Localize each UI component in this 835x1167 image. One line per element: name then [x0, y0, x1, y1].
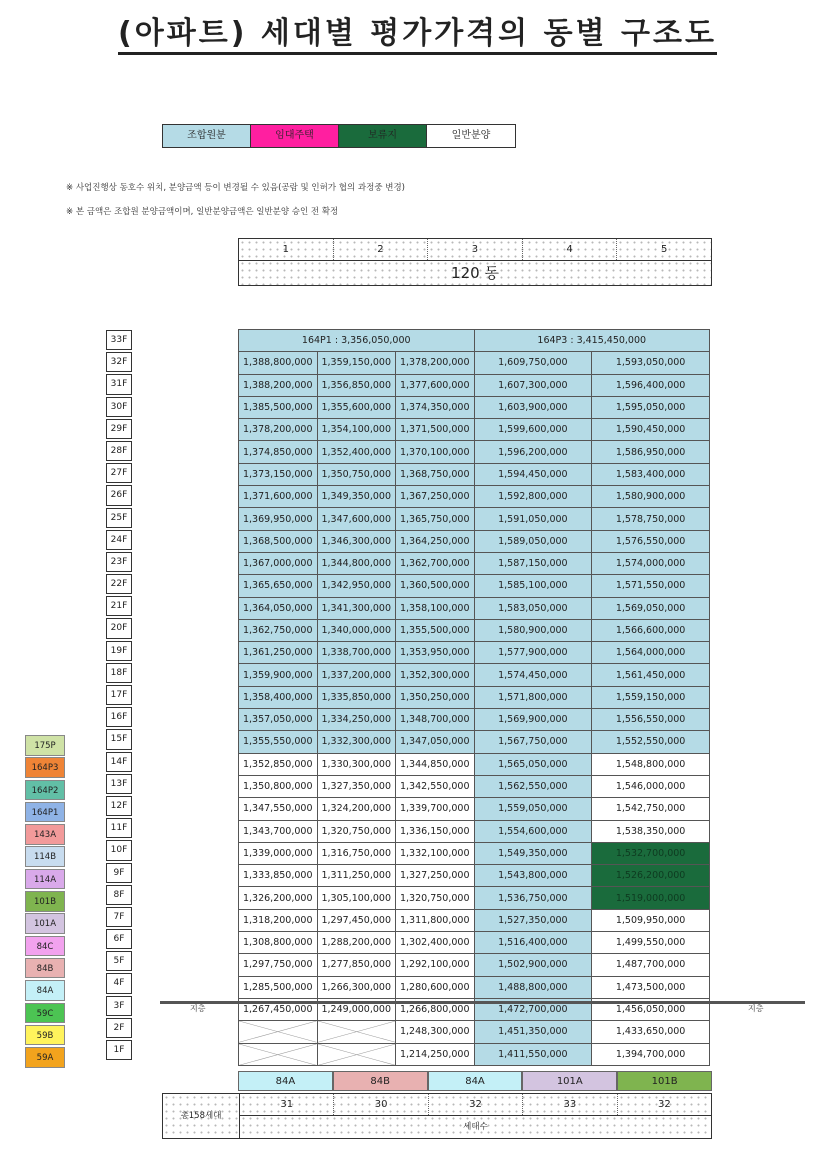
- type-legend-item: 143A: [25, 824, 65, 845]
- price-cell: 1,548,800,000: [592, 753, 710, 775]
- legend-reserved: 보류지: [339, 125, 427, 147]
- price-cell: 1,526,200,000: [592, 865, 710, 887]
- price-cell: 1,388,200,000: [239, 374, 318, 396]
- price-cell: 1,338,700,000: [317, 642, 396, 664]
- ground-line: [160, 1001, 805, 1004]
- floor-label: 8F: [106, 885, 132, 905]
- floor-label: 16F: [106, 707, 132, 727]
- empty-cell: [239, 1043, 318, 1065]
- price-cell: 1,561,450,000: [592, 664, 710, 686]
- price-cell: 1,365,650,000: [239, 575, 318, 597]
- floor-row: [239, 664, 710, 686]
- price-cell: 1,364,050,000: [239, 597, 318, 619]
- price-cell: 1,358,100,000: [396, 597, 475, 619]
- price-cell: 1,330,300,000: [317, 753, 396, 775]
- price-cell: 1,580,900,000: [474, 619, 592, 641]
- floor-row: [239, 954, 710, 976]
- price-cell: 1,367,250,000: [396, 486, 475, 508]
- price-cell: 1,583,050,000: [474, 597, 592, 619]
- household-count: 32: [657, 1099, 671, 1110]
- price-cell: 1,516,400,000: [474, 932, 592, 954]
- price-cell: 1,341,300,000: [317, 597, 396, 619]
- price-cell: 1,311,250,000: [317, 865, 396, 887]
- empty-cell: [317, 1021, 396, 1043]
- floor-label: 32F: [106, 352, 132, 372]
- price-cell: 1,578,750,000: [592, 508, 710, 530]
- price-cell: 1,580,900,000: [592, 486, 710, 508]
- price-cell: 1,583,400,000: [592, 463, 710, 485]
- price-cell: 1,594,450,000: [474, 463, 592, 485]
- price-cell: 1,214,250,000: [396, 1043, 475, 1065]
- type-legend-item: 59A: [25, 1047, 65, 1068]
- price-cell: 1,378,200,000: [239, 419, 318, 441]
- floor-row: [239, 709, 710, 731]
- penthouse-164p3: 164P3 : 3,415,450,000: [474, 330, 710, 352]
- price-cell: 1,385,500,000: [239, 396, 318, 418]
- building-name: 120 동: [239, 260, 711, 285]
- price-cell: 1,592,800,000: [474, 486, 592, 508]
- price-cell: 1,285,500,000: [239, 976, 318, 998]
- price-cell: 1,344,850,000: [396, 753, 475, 775]
- floor-label: 15F: [106, 729, 132, 749]
- floor-label: 1F: [106, 1040, 132, 1060]
- type-legend-item: 101B: [25, 891, 65, 912]
- floor-row: [239, 909, 710, 931]
- price-cell: 1,342,950,000: [317, 575, 396, 597]
- price-cell: 1,349,350,000: [317, 486, 396, 508]
- price-cell: 1,587,150,000: [474, 552, 592, 574]
- price-cell: 1,359,150,000: [317, 352, 396, 374]
- floor-label: 9F: [106, 863, 132, 883]
- price-cell: 1,569,050,000: [592, 597, 710, 619]
- price-cell: 1,388,800,000: [239, 352, 318, 374]
- price-cell: 1,347,600,000: [317, 508, 396, 530]
- unit-type-cell: 101A: [522, 1071, 617, 1091]
- price-cell: 1,564,000,000: [592, 642, 710, 664]
- floor-label: 26F: [106, 485, 132, 505]
- floor-label: 3F: [106, 996, 132, 1016]
- price-cell: 1,596,200,000: [474, 441, 592, 463]
- floor-row: [239, 775, 710, 797]
- price-cell: 1,266,300,000: [317, 976, 396, 998]
- price-cell: 1,320,750,000: [317, 820, 396, 842]
- floor-row: [239, 619, 710, 641]
- price-cell: 1,266,800,000: [396, 998, 475, 1020]
- floor-row: [239, 352, 710, 374]
- price-cell: 1,527,350,000: [474, 909, 592, 931]
- floor-row: [239, 1043, 710, 1065]
- floor-row: [239, 486, 710, 508]
- unit-type-cell: 84A: [428, 1071, 523, 1091]
- price-cell: 1,574,000,000: [592, 552, 710, 574]
- price-cell: 1,596,400,000: [592, 374, 710, 396]
- note-1: ※ 사업진행상 동호수 위치, 분양금액 등이 변경될 수 있음(공람 및 인허가 협의 과정중 변경): [66, 183, 405, 193]
- price-cell: 1,574,450,000: [474, 664, 592, 686]
- floor-label: 2F: [106, 1018, 132, 1038]
- price-cell: 1,297,750,000: [239, 954, 318, 976]
- price-cell: 1,353,950,000: [396, 642, 475, 664]
- floor-label: 28F: [106, 441, 132, 461]
- price-cell: 1,305,100,000: [317, 887, 396, 909]
- price-cell: 1,347,550,000: [239, 798, 318, 820]
- price-cell: 1,566,600,000: [592, 619, 710, 641]
- floor-label: 19F: [106, 641, 132, 661]
- price-cell: 1,344,800,000: [317, 552, 396, 574]
- floor-row: [239, 575, 710, 597]
- line-label: 1: [239, 239, 334, 260]
- price-cell: 1,586,950,000: [592, 441, 710, 463]
- price-cell: 1,546,000,000: [592, 775, 710, 797]
- price-cell: 1,373,150,000: [239, 463, 318, 485]
- price-cell: 1,509,950,000: [592, 909, 710, 931]
- floor-label: 20F: [106, 618, 132, 638]
- price-cell: 1,565,050,000: [474, 753, 592, 775]
- price-cell: 1,502,900,000: [474, 954, 592, 976]
- price-cell: 1,327,250,000: [396, 865, 475, 887]
- floor-label: 11F: [106, 818, 132, 838]
- price-cell: 1,374,850,000: [239, 441, 318, 463]
- total-households: 총158세대: [163, 1094, 240, 1138]
- price-cell: 1,350,250,000: [396, 686, 475, 708]
- price-cell: 1,374,350,000: [396, 396, 475, 418]
- floor-row: [239, 887, 710, 909]
- price-cell: 1,411,550,000: [474, 1043, 592, 1065]
- price-cell: 1,362,700,000: [396, 552, 475, 574]
- floor-row: [239, 508, 710, 530]
- line-label: 2: [334, 239, 429, 260]
- price-cell: 1,378,200,000: [396, 352, 475, 374]
- price-cell: 1,352,850,000: [239, 753, 318, 775]
- price-grid: [238, 329, 710, 1066]
- price-cell: 1,603,900,000: [474, 396, 592, 418]
- price-cell: 1,593,050,000: [592, 352, 710, 374]
- floor-label: 29F: [106, 419, 132, 439]
- unit-type-cell: 84A: [238, 1071, 333, 1091]
- price-cell: 1,577,900,000: [474, 642, 592, 664]
- price-cell: 1,536,750,000: [474, 887, 592, 909]
- type-legend-item: 175P: [25, 735, 65, 756]
- price-cell: 1,554,600,000: [474, 820, 592, 842]
- price-cell: 1,297,450,000: [317, 909, 396, 931]
- floor-label: 24F: [106, 530, 132, 550]
- price-cell: 1,335,850,000: [317, 686, 396, 708]
- floor-label: 30F: [106, 397, 132, 417]
- floor-labels: [106, 330, 132, 1062]
- price-cell: 1,559,050,000: [474, 798, 592, 820]
- floor-row: [239, 753, 710, 775]
- price-cell: 1,532,700,000: [592, 842, 710, 864]
- penthouse-row: [239, 330, 710, 352]
- price-cell: 1,433,650,000: [592, 1021, 710, 1043]
- price-cell: 1,248,300,000: [396, 1021, 475, 1043]
- price-cell: 1,552,550,000: [592, 731, 710, 753]
- household-count-table: [162, 1093, 712, 1139]
- price-cell: 1,324,200,000: [317, 798, 396, 820]
- floor-row: [239, 530, 710, 552]
- household-count: 31: [240, 1094, 334, 1115]
- price-cell: 1,288,200,000: [317, 932, 396, 954]
- floor-row: [239, 597, 710, 619]
- price-cell: 1,342,550,000: [396, 775, 475, 797]
- price-cell: 1,352,300,000: [396, 664, 475, 686]
- price-cell: 1,333,850,000: [239, 865, 318, 887]
- floor-label: 14F: [106, 752, 132, 772]
- price-cell: 1,340,000,000: [317, 619, 396, 641]
- price-cell: 1,346,300,000: [317, 530, 396, 552]
- line-label: 3: [428, 239, 523, 260]
- price-cell: 1,571,800,000: [474, 686, 592, 708]
- price-cell: 1,362,750,000: [239, 619, 318, 641]
- ground-label-right: 지층: [748, 1004, 764, 1013]
- price-cell: 1,595,050,000: [592, 396, 710, 418]
- price-cell: 1,249,000,000: [317, 998, 396, 1020]
- floor-label: 21F: [106, 596, 132, 616]
- price-cell: 1,334,250,000: [317, 709, 396, 731]
- price-cell: 1,591,050,000: [474, 508, 592, 530]
- price-cell: 1,472,700,000: [474, 998, 592, 1020]
- price-cell: 1,487,700,000: [592, 954, 710, 976]
- floor-label: 22F: [106, 574, 132, 594]
- floor-label: 25F: [106, 508, 132, 528]
- type-legend-item: 84C: [25, 936, 65, 957]
- floor-label: 18F: [106, 663, 132, 683]
- type-legend-item: 84B: [25, 958, 65, 979]
- household-count-label: 세대수: [463, 1122, 488, 1132]
- type-legend-item: 164P2: [25, 780, 65, 801]
- building-header: [238, 238, 712, 286]
- price-cell: 1,371,500,000: [396, 419, 475, 441]
- floor-label: 4F: [106, 973, 132, 993]
- price-cell: 1,590,450,000: [592, 419, 710, 441]
- price-cell: 1,599,600,000: [474, 419, 592, 441]
- price-cell: 1,394,700,000: [592, 1043, 710, 1065]
- price-cell: 1,368,500,000: [239, 530, 318, 552]
- floor-row: [239, 552, 710, 574]
- price-cell: 1,318,200,000: [239, 909, 318, 931]
- price-cell: 1,280,600,000: [396, 976, 475, 998]
- price-cell: 1,360,500,000: [396, 575, 475, 597]
- price-cell: 1,609,750,000: [474, 352, 592, 374]
- floor-label: 13F: [106, 774, 132, 794]
- household-count: 30: [334, 1094, 428, 1115]
- price-cell: 1,543,800,000: [474, 865, 592, 887]
- unit-type-legend: [25, 735, 65, 1069]
- household-count: 33: [523, 1094, 617, 1115]
- price-cell: 1,343,700,000: [239, 820, 318, 842]
- price-cell: 1,332,100,000: [396, 842, 475, 864]
- floor-row: [239, 798, 710, 820]
- price-cell: 1,569,900,000: [474, 709, 592, 731]
- price-cell: 1,347,050,000: [396, 731, 475, 753]
- floor-label: 10F: [106, 840, 132, 860]
- price-cell: 1,562,550,000: [474, 775, 592, 797]
- price-cell: 1,308,800,000: [239, 932, 318, 954]
- price-cell: 1,356,850,000: [317, 374, 396, 396]
- price-cell: 1,538,350,000: [592, 820, 710, 842]
- price-cell: 1,499,550,000: [592, 932, 710, 954]
- line-label: 5: [660, 244, 668, 255]
- floor-row: [239, 396, 710, 418]
- price-cell: 1,473,500,000: [592, 976, 710, 998]
- price-cell: 1,358,400,000: [239, 686, 318, 708]
- price-cell: 1,364,250,000: [396, 530, 475, 552]
- price-cell: 1,327,350,000: [317, 775, 396, 797]
- floor-row: [239, 441, 710, 463]
- legend-member: 조합원분: [163, 125, 251, 147]
- price-cell: 1,367,000,000: [239, 552, 318, 574]
- floor-row: [239, 686, 710, 708]
- price-cell: 1,377,600,000: [396, 374, 475, 396]
- floor-label: 7F: [106, 907, 132, 927]
- price-cell: 1,350,800,000: [239, 775, 318, 797]
- price-cell: 1,542,750,000: [592, 798, 710, 820]
- household-count: 32: [429, 1094, 523, 1115]
- price-cell: 1,320,750,000: [396, 887, 475, 909]
- price-cell: 1,371,600,000: [239, 486, 318, 508]
- price-cell: 1,589,050,000: [474, 530, 592, 552]
- legend-general: 일반분양: [427, 125, 515, 147]
- price-cell: 1,607,300,000: [474, 374, 592, 396]
- price-cell: 1,277,850,000: [317, 954, 396, 976]
- floor-row: [239, 932, 710, 954]
- floor-row: [239, 463, 710, 485]
- type-legend-item: 114A: [25, 869, 65, 890]
- type-legend-item: 101A: [25, 913, 65, 934]
- floor-row: [239, 820, 710, 842]
- floor-row: [239, 976, 710, 998]
- price-cell: 1,456,050,000: [592, 998, 710, 1020]
- price-cell: 1,365,750,000: [396, 508, 475, 530]
- price-cell: 1,352,400,000: [317, 441, 396, 463]
- price-cell: 1,267,450,000: [239, 998, 318, 1020]
- price-cell: 1,488,800,000: [474, 976, 592, 998]
- ground-label-left: 지층: [190, 1004, 206, 1013]
- floor-row: [239, 842, 710, 864]
- penthouse-164p1: 164P1 : 3,356,050,000: [239, 330, 475, 352]
- price-cell: 1,316,750,000: [317, 842, 396, 864]
- price-cell: 1,348,700,000: [396, 709, 475, 731]
- empty-cell: [317, 1043, 396, 1065]
- price-cell: 1,576,550,000: [592, 530, 710, 552]
- floor-row: [239, 865, 710, 887]
- type-legend-item: 59C: [25, 1003, 65, 1024]
- price-cell: 1,359,900,000: [239, 664, 318, 686]
- price-cell: 1,559,150,000: [592, 686, 710, 708]
- floor-label: 31F: [106, 374, 132, 394]
- price-cell: 1,368,750,000: [396, 463, 475, 485]
- price-cell: 1,311,800,000: [396, 909, 475, 931]
- type-legend-item: 164P1: [25, 802, 65, 823]
- price-cell: 1,357,050,000: [239, 709, 318, 731]
- price-cell: 1,519,000,000: [592, 887, 710, 909]
- price-cell: 1,571,550,000: [592, 575, 710, 597]
- price-cell: 1,355,600,000: [317, 396, 396, 418]
- price-cell: 1,556,550,000: [592, 709, 710, 731]
- price-cell: 1,326,200,000: [239, 887, 318, 909]
- floor-label: 12F: [106, 796, 132, 816]
- price-cell: 1,337,200,000: [317, 664, 396, 686]
- floor-label: 5F: [106, 951, 132, 971]
- status-legend: [162, 124, 516, 148]
- price-cell: 1,292,100,000: [396, 954, 475, 976]
- type-legend-item: 164P3: [25, 757, 65, 778]
- unit-type-cell: 101B: [617, 1071, 712, 1091]
- floor-label: 33F: [106, 330, 132, 350]
- line-label: 4: [523, 239, 618, 260]
- price-cell: 1,567,750,000: [474, 731, 592, 753]
- price-cell: 1,355,500,000: [396, 619, 475, 641]
- legend-rental: 임대주택: [251, 125, 339, 147]
- type-legend-item: 59B: [25, 1025, 65, 1046]
- floor-row: [239, 1021, 710, 1043]
- floor-row: [239, 642, 710, 664]
- floor-label: 6F: [106, 929, 132, 949]
- price-cell: 1,350,750,000: [317, 463, 396, 485]
- price-cell: 1,361,250,000: [239, 642, 318, 664]
- price-cell: 1,302,400,000: [396, 932, 475, 954]
- price-cell: 1,332,300,000: [317, 731, 396, 753]
- floor-label: 23F: [106, 552, 132, 572]
- price-cell: 1,585,100,000: [474, 575, 592, 597]
- floor-row: [239, 374, 710, 396]
- note-2: ※ 본 금액은 조합원 분양금액이며, 일반분양금액은 일반분양 승인 전 확정: [66, 207, 339, 217]
- price-cell: 1,339,700,000: [396, 798, 475, 820]
- unit-type-cell: 84B: [333, 1071, 428, 1091]
- type-legend-item: 114B: [25, 846, 65, 867]
- price-cell: 1,369,950,000: [239, 508, 318, 530]
- price-cell: 1,336,150,000: [396, 820, 475, 842]
- type-legend-item: 84A: [25, 980, 65, 1001]
- floor-row: [239, 731, 710, 753]
- price-cell: 1,339,000,000: [239, 842, 318, 864]
- price-cell: 1,370,100,000: [396, 441, 475, 463]
- empty-cell: [239, 1021, 318, 1043]
- floor-label: 17F: [106, 685, 132, 705]
- floor-label: 27F: [106, 463, 132, 483]
- price-cell: 1,451,350,000: [474, 1021, 592, 1043]
- page-title: (아파트) 세대별 평가가격의 동별 구조도: [0, 8, 835, 52]
- price-cell: 1,355,550,000: [239, 731, 318, 753]
- floor-row: [239, 419, 710, 441]
- price-cell: 1,354,100,000: [317, 419, 396, 441]
- unit-type-row: [238, 1071, 712, 1091]
- price-cell: 1,549,350,000: [474, 842, 592, 864]
